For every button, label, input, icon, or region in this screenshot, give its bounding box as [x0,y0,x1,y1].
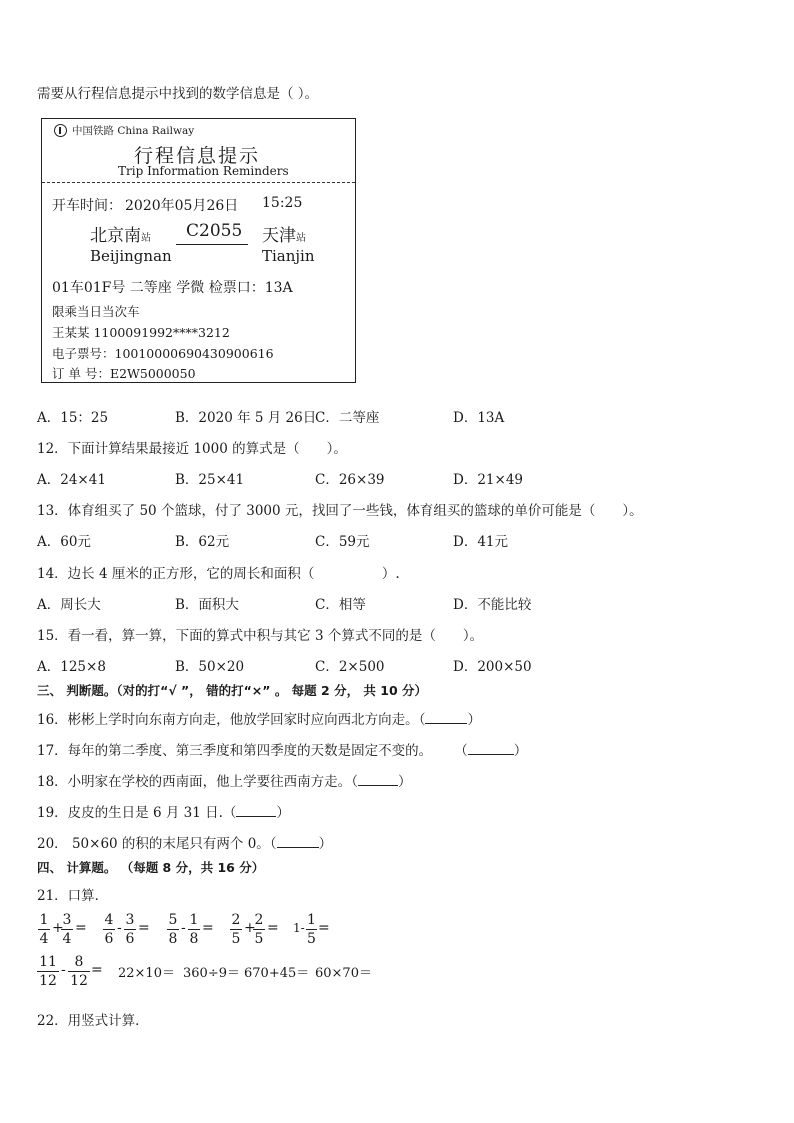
judge-text: 17．每年的第二季度、第三季度和第四季度的天数是固定不变的。 [37,743,433,759]
denominator: 12 [39,973,57,989]
equals-sign: = [138,920,150,936]
denominator: 8 [189,931,199,947]
q15-option-d: D．200×50 [453,659,532,675]
fraction-bar [230,929,242,930]
numerator: 4 [104,912,114,928]
answer-blank[interactable] [236,816,276,817]
q15-option-a: A．125×8 [37,659,106,675]
fraction-bar [68,971,90,972]
ticket-title: 行程信息提示 [134,145,261,167]
q14-stem: 14．边长 4 厘米的正方形，它的周长和面积（ ）. [37,566,400,582]
oral-calc-expression: 360÷9＝ [183,966,240,981]
paren-close: ） [467,712,481,728]
oral-calc-expression: 22×10＝ [118,966,175,981]
depart-date: 2020年05月26日 [125,198,239,214]
denominator: 6 [125,931,135,947]
from-station-en: Beijingnan [90,247,172,265]
fraction-bar [37,971,59,972]
oral-calc-expression: 670+45＝ [244,966,310,981]
to-station-en: Tianjin [262,247,315,265]
fraction [230,912,242,947]
fraction-bar [124,929,136,930]
q21-stem: 21．口算． [37,888,109,904]
operator: + [52,920,64,936]
paren-close: ） [513,743,528,759]
numerator: 11 [39,954,57,970]
q12-option-b: B．25×41 [175,472,245,488]
equals-sign: = [318,920,330,936]
denominator: 12 [70,973,88,989]
depart-time: 15:25 [262,195,303,211]
numerator: 1 [189,912,199,928]
q11-option-b: B．2020 年 5 月 26日 [175,410,317,426]
fraction-bar [61,929,73,930]
fraction [188,912,200,947]
q14-option-c: C．相等 [315,597,366,613]
passenger-info: 王某某 1100091992****3212 [52,325,230,340]
fraction [37,954,59,989]
judge-text: 20． 50×60 的积的末尾只有两个 0。 [37,836,270,852]
q13-stem: 13．体育组买了 50 个篮球，付了 3000 元，找回了一些钱，体育组买的篮球的单价可能是（ ）。 [37,503,643,519]
paren-close: ） [397,774,412,790]
numerator: 8 [74,954,84,970]
ticket-note: 限乘当日当次车 [52,304,140,319]
denominator: 5 [254,931,264,947]
q14-option-b: B．面积大 [175,597,239,613]
fraction-bar [188,929,200,930]
to-station [262,221,306,246]
equals-sign: = [202,920,214,936]
train-number: C2055 [186,221,243,241]
denominator: 8 [168,931,178,947]
paren-open: （ [351,774,358,790]
denominator: 5 [307,931,316,947]
train-route-line [176,244,248,245]
to-station-suffix: 站 [296,233,306,244]
judge-text: 19．皮皮的生日是 6 月 31 日. [37,805,223,821]
numerator: 2 [254,912,264,928]
equals-sign: = [91,962,103,978]
numerator: 3 [62,912,72,928]
q15-stem: 15．看一看，算一算，下面的算式中积与其它 3 个算式不同的是（ ）。 [37,628,484,644]
q12-stem: 12．下面计算结果最接近 1000 的算式是（ ）。 [37,441,347,457]
q11-option-a: A．15：25 [37,410,109,426]
denominator: 6 [104,931,114,947]
judge-item-16 [37,708,481,728]
fraction [103,912,115,947]
whole-number-minus: 1- [293,921,305,935]
judge-item-18 [37,770,411,790]
to-station-name: 天津 [262,226,296,246]
q15-option-b: B．50×20 [175,659,245,675]
numerator: 1 [39,912,49,928]
fraction [68,954,90,989]
order-number: 订 单 号：E2W5000050 [52,366,196,381]
paren-open: （ [222,805,237,821]
fraction [167,912,179,947]
fraction [61,912,73,947]
depart-label: 开车时间： [52,198,122,214]
equals-sign: = [267,920,279,936]
from-station [90,221,151,246]
fraction-bar [306,929,317,930]
seat-info: 01车01F号 二等座 学微 检票口：13A [52,280,293,296]
fraction-bar [167,929,179,930]
answer-blank[interactable] [425,723,467,724]
denominator: 4 [62,931,72,947]
judge-item-17 [37,739,527,759]
paren-close: ） [276,805,290,821]
fraction [124,912,136,947]
paren-open: （ [418,712,426,728]
q22-stem: 22．用竖式计算． [37,1013,149,1029]
fraction-bar [38,929,50,930]
numerator: 5 [168,912,178,928]
fraction-bar [103,929,115,930]
denominator: 5 [231,931,241,947]
numerator: 1 [307,912,316,928]
judge-item-19 [37,801,290,821]
section-3-heading: 三、 判断题。（对的打“√ ”， 错的打“×” 。 每题 2 分， 共 10 分） [37,683,428,698]
q13-option-c: C．59元 [315,534,370,550]
answer-blank[interactable] [358,785,398,786]
judge-text: 16．彬彬上学时向东南方向走，他放学回家时应向西北方向走。 [37,712,419,728]
q14-option-a: A．周长大 [37,597,101,613]
numerator: 3 [125,912,135,928]
q11-option-c: C．二等座 [315,410,380,426]
ticket-brand: 中国铁路 China Railway [72,125,195,137]
answer-blank[interactable] [468,754,514,755]
fraction [306,912,317,947]
operator: + [244,920,256,936]
operator: - [117,920,122,936]
q13-option-b: B．62元 [175,534,230,550]
q12-option-a: A．24×41 [37,472,106,488]
operator: - [181,920,186,936]
q11-option-d: D．13A [453,410,505,426]
operator: - [61,962,66,978]
section-4-heading: 四、 计算题。 （每题 8 分，共 16 分） [37,860,265,875]
q11-stem: 需要从行程信息提示中找到的数学信息是（ ）。 [37,86,319,102]
answer-blank[interactable] [277,847,319,848]
q12-option-d: D．21×49 [453,472,523,488]
paren-open: （ [269,836,277,852]
denominator: 4 [39,931,49,947]
q15-option-c: C．2×500 [315,659,385,675]
q13-option-a: A．60元 [37,534,91,550]
from-station-name: 北京南 [90,226,141,246]
paren-open: （ [454,743,468,759]
numerator: 2 [231,912,241,928]
equals-sign: = [75,920,87,936]
q13-option-d: D．41元 [453,534,509,550]
trip-ticket-image [41,118,356,383]
eticket-number: 电子票号：10010000690430900616 [52,346,274,361]
ticket-subtitle: Trip Information Reminders [118,164,289,178]
oral-calc-expression: 60×70＝ [315,966,372,981]
paren-close: ） [318,836,333,852]
fraction [253,912,265,947]
q12-option-c: C．26×39 [315,472,385,488]
fraction [38,912,50,947]
q14-option-d: D．不能比较 [453,597,532,613]
judge-text: 18．小明家在学校的西南面，他上学要往西南方走。 [37,774,352,790]
ticket-divider [42,182,355,183]
fraction-bar [253,929,265,930]
china-railway-logo-icon [54,124,67,137]
judge-item-20 [37,832,332,852]
from-station-suffix: 站 [141,233,151,244]
